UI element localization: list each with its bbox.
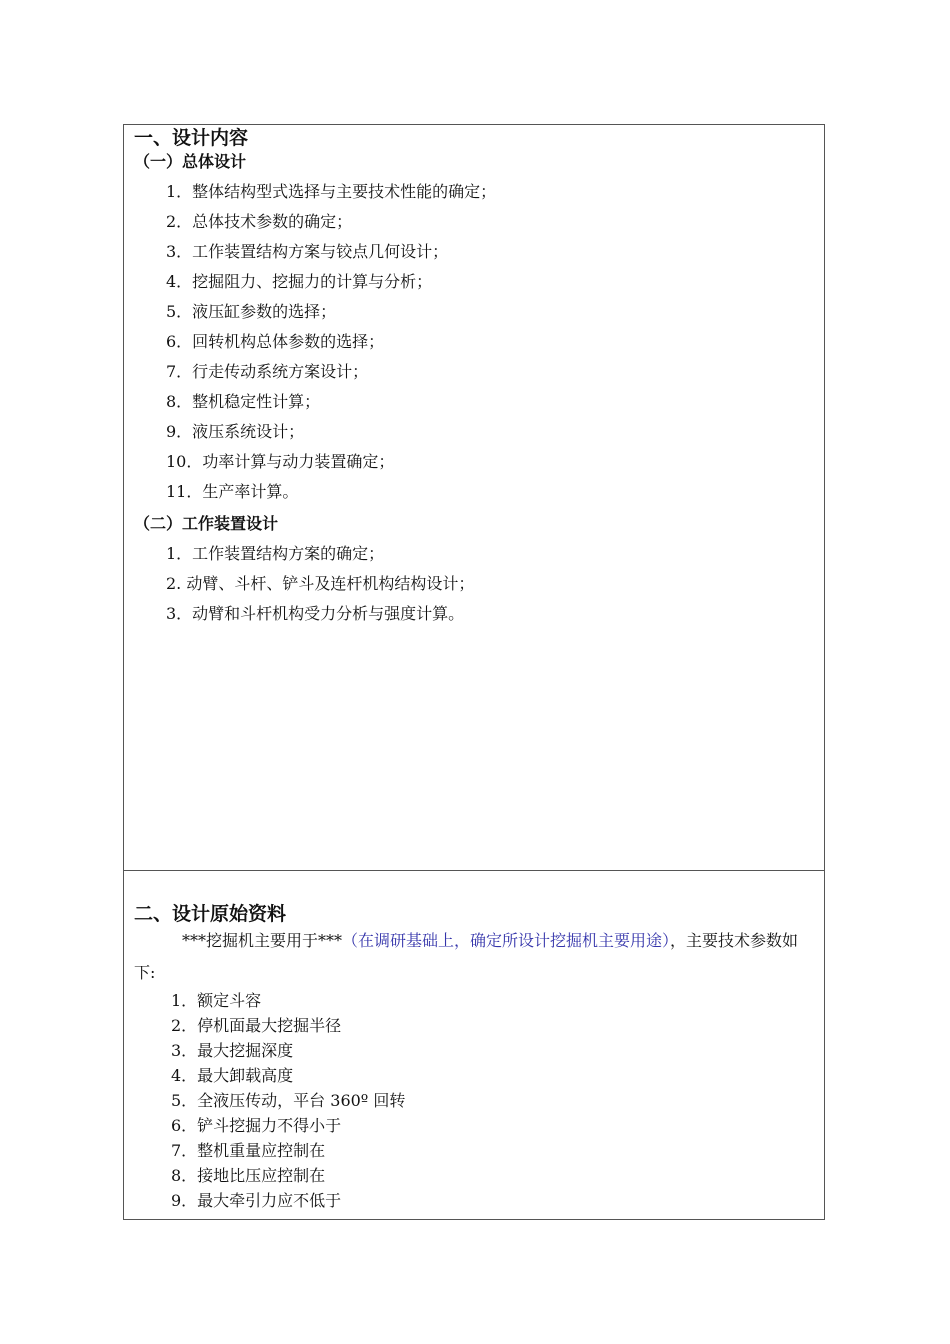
list-item: 4．最大卸载高度 (171, 1066, 294, 1085)
list-item: 9．最大牵引力应不低于 (171, 1191, 342, 1210)
tech-parameter-list (171, 988, 405, 1213)
list-item: 10．功率计算与动力装置确定； (166, 452, 395, 471)
list-item: 3．工作装置结构方案与铰点几何设计； (166, 242, 449, 261)
section-title-design-content: 一、设计内容 (134, 127, 249, 149)
list-item: 8．整机稳定性计算； (166, 392, 321, 411)
overall-design-list (166, 177, 496, 507)
list-item: 6．铲斗挖掘力不得小于 (171, 1116, 342, 1135)
section-title-original-data: 二、设计原始资料 (134, 903, 287, 925)
subsection-title-working-device: （二）工作装置设计 (134, 514, 279, 533)
intro-end: ，主要技术参数如下: (134, 931, 799, 982)
list-item: 7．整机重量应控制在 (171, 1141, 326, 1160)
original-data-cell (124, 871, 824, 1219)
list-item: 1．整体结构型式选择与主要技术性能的确定； (166, 182, 497, 201)
list-item: 2. 动臂、斗杆、铲斗及连杆机构结构设计； (166, 574, 475, 593)
list-item: 6．回转机构总体参数的选择； (166, 332, 385, 351)
task-form-table (123, 124, 825, 1220)
list-item: 5．全液压传动，平台 360º 回转 (171, 1091, 406, 1110)
list-item: 2．总体技术参数的确定； (166, 212, 353, 231)
list-item: 11．生产率计算。 (166, 482, 299, 501)
list-item: 5．液压缸参数的选择； (166, 302, 337, 321)
list-item: 1．工作装置结构方案的确定； (166, 544, 385, 563)
list-item: 4．挖掘阻力、挖掘力的计算与分析； (166, 272, 433, 291)
design-content-cell (124, 125, 824, 871)
list-item: 8．接地比压应控制在 (171, 1166, 326, 1185)
list-item: 7．行走传动系统方案设计； (166, 362, 369, 381)
working-device-list (166, 539, 474, 629)
list-item: 2．停机面最大挖掘半径 (171, 1016, 342, 1035)
list-item: 9．液压系统设计； (166, 422, 305, 441)
intro-start: ***挖掘机主要用于*** (182, 931, 343, 950)
list-item: 1．额定斗容 (171, 991, 262, 1010)
intro-paragraph (134, 925, 818, 989)
list-item: 3．最大挖掘深度 (171, 1041, 294, 1060)
list-item: 3．动臂和斗杆机构受力分析与强度计算。 (166, 604, 465, 623)
subsection-title-overall-design: （一）总体设计 (134, 152, 247, 171)
intro-note: （在调研基础上，确定所设计挖掘机主要用途） (342, 931, 671, 950)
